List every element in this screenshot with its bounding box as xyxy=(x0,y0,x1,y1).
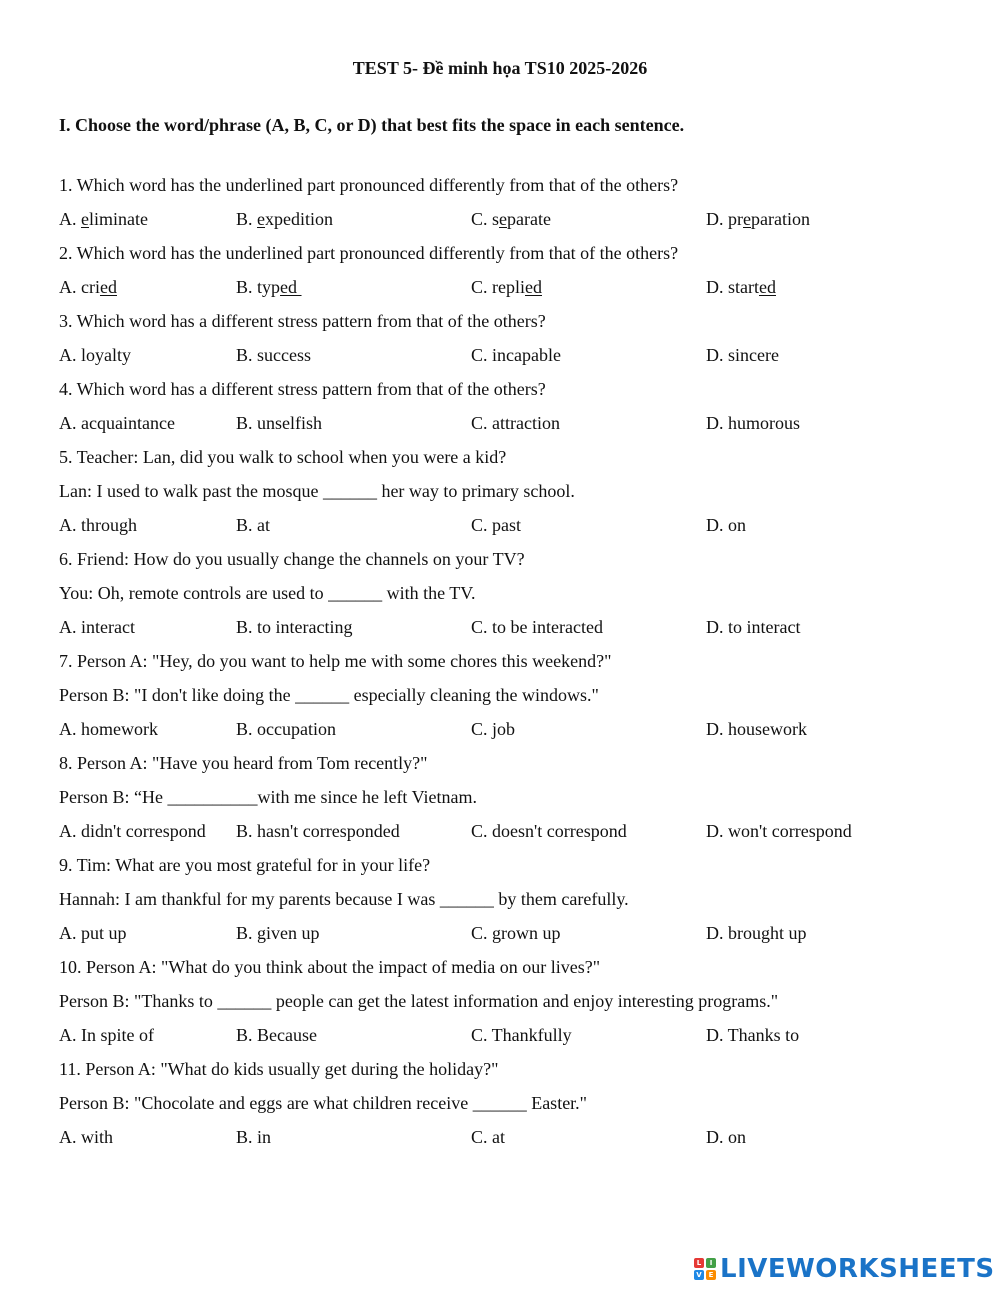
option-text: D. on xyxy=(706,515,746,535)
liveworksheets-logo xyxy=(694,1252,995,1286)
answer-option[interactable] xyxy=(236,718,336,740)
underlined-part: e xyxy=(499,209,508,229)
option-text: A. interact xyxy=(59,617,135,637)
option-text: C. grown up xyxy=(471,923,561,943)
option-text: C. incapable xyxy=(471,345,561,365)
answer-option[interactable] xyxy=(236,922,320,944)
option-text: D. humorous xyxy=(706,413,800,433)
option-text: A. cri xyxy=(59,277,100,297)
question-stem: Person B: “He __________with me since he left Vietnam. xyxy=(59,787,478,807)
answer-option[interactable] xyxy=(236,1024,317,1046)
option-text: D. pr xyxy=(706,209,743,229)
question-stem: Person B: "Thanks to ______ people can get the latest information and enjoy interesting programs." xyxy=(59,991,779,1011)
option-text: parate xyxy=(507,209,551,229)
answer-option[interactable] xyxy=(706,820,852,842)
question-stem: 5. Teacher: Lan, did you walk to school when you were a kid? xyxy=(59,447,507,467)
option-text: B. hasn't corresponded xyxy=(236,821,400,841)
option-text: A. put up xyxy=(59,923,127,943)
question-stem: Hannah: I am thankful for my parents because I was ______ by them carefully. xyxy=(59,889,629,909)
underlined-part: ed xyxy=(759,277,776,297)
question-stem: Lan: I used to walk past the mosque ______ her way to primary school. xyxy=(59,481,575,501)
option-text: D. brought up xyxy=(706,923,807,943)
answer-option[interactable] xyxy=(236,412,322,434)
answer-option[interactable] xyxy=(59,514,137,536)
option-text: D. won't correspond xyxy=(706,821,852,841)
option-text: B. in xyxy=(236,1127,272,1147)
answer-option[interactable] xyxy=(471,344,561,366)
option-text: A. xyxy=(59,209,81,229)
section-heading: I. Choose the word/phrase (A, B, C, or D) that best fits the space in each sentence. xyxy=(59,115,685,135)
answer-option[interactable] xyxy=(59,276,117,298)
option-text: D. sincere xyxy=(706,345,779,365)
answer-option[interactable] xyxy=(236,616,352,638)
answer-option[interactable] xyxy=(236,344,311,366)
question-stem: Person B: "Chocolate and eggs are what children receive ______ Easter." xyxy=(59,1093,588,1113)
page-title: TEST 5- Đề minh họa TS10 2025-2026 xyxy=(352,58,648,78)
answer-option[interactable] xyxy=(706,514,746,536)
option-text: C. job xyxy=(471,719,516,739)
answer-option[interactable] xyxy=(59,208,148,230)
answer-option[interactable] xyxy=(706,922,807,944)
option-text: B. success xyxy=(236,345,311,365)
option-text: paration xyxy=(751,209,810,229)
option-text: A. acquaintance xyxy=(59,413,175,433)
answer-option[interactable] xyxy=(471,208,551,230)
option-text: D. Thanks to xyxy=(706,1025,800,1045)
option-text: D. housework xyxy=(706,719,807,739)
question-stem: 2. Which word has the underlined part pronounced differently from that of the others? xyxy=(59,243,679,263)
question-stem: 10. Person A: "What do you think about the impact of media on our lives?" xyxy=(59,957,601,977)
answer-option[interactable] xyxy=(471,412,560,434)
option-text: B. occupation xyxy=(236,719,336,739)
option-text: C. doesn't correspond xyxy=(471,821,627,841)
answer-option[interactable] xyxy=(59,820,206,842)
option-text: A. homework xyxy=(59,719,158,739)
answer-option[interactable] xyxy=(706,1126,746,1148)
answer-option[interactable] xyxy=(59,1024,154,1046)
option-text: A. loyalty xyxy=(59,345,131,365)
option-text: A. didn't correspond xyxy=(59,821,206,841)
question-stem: 6. Friend: How do you usually change the channels on your TV? xyxy=(59,549,525,569)
option-text: B. xyxy=(236,209,258,229)
option-text: B. unselfish xyxy=(236,413,323,433)
option-text: D. start xyxy=(706,277,759,297)
option-text: xpedition xyxy=(265,209,334,229)
logo-tile: E xyxy=(706,1270,716,1280)
option-text: C. at xyxy=(471,1127,505,1147)
option-text: C. past xyxy=(471,515,522,535)
question-stem: 9. Tim: What are you most grateful for in your life? xyxy=(59,855,431,875)
option-text: B. to interacting xyxy=(236,617,353,637)
underlined-part: e xyxy=(743,209,751,229)
brand-name: LIVEWORKSHEETS xyxy=(720,1254,995,1284)
option-text: B. at xyxy=(236,515,270,535)
answer-option[interactable] xyxy=(706,718,807,740)
question-stem: Person B: "I don't like doing the ______ especially cleaning the windows." xyxy=(59,685,599,705)
logo-tile: L xyxy=(694,1258,704,1268)
answer-option[interactable] xyxy=(236,276,302,298)
option-text: C. s xyxy=(471,209,500,229)
question-stem: 11. Person A: "What do kids usually get during the holiday?" xyxy=(59,1059,499,1079)
logo-tile: V xyxy=(694,1270,704,1280)
answer-option[interactable] xyxy=(236,514,270,536)
option-text: C. repli xyxy=(471,277,525,297)
answer-option[interactable] xyxy=(59,412,175,434)
option-text: B. Because xyxy=(236,1025,317,1045)
answer-option[interactable] xyxy=(59,616,135,638)
answer-option[interactable] xyxy=(706,208,810,230)
answer-option[interactable] xyxy=(471,718,515,740)
option-text: B. typ xyxy=(236,277,281,297)
option-text: A. with xyxy=(59,1127,113,1147)
question-stem: 4. Which word has a different stress pattern from that of the others? xyxy=(59,379,546,399)
question-stem: 3. Which word has a different stress pattern from that of the others? xyxy=(59,311,546,331)
underlined-part: ed xyxy=(280,277,302,297)
underlined-part: e xyxy=(257,209,266,229)
answer-option[interactable] xyxy=(706,616,800,638)
answer-option[interactable] xyxy=(471,1024,572,1046)
logo-tile: I xyxy=(706,1258,716,1268)
option-text: C. to be interacted xyxy=(471,617,603,637)
option-text: C. attraction xyxy=(471,413,560,433)
liveworksheets-logo-icon xyxy=(694,1258,716,1280)
question-stem: 8. Person A: "Have you heard from Tom recently?" xyxy=(59,753,428,773)
answer-option[interactable] xyxy=(236,820,400,842)
option-text: D. on xyxy=(706,1127,746,1147)
answer-option[interactable] xyxy=(471,820,627,842)
underlined-part: e xyxy=(81,209,89,229)
option-text: A. through xyxy=(59,515,137,535)
option-text: liminate xyxy=(89,209,148,229)
answer-option[interactable] xyxy=(471,1126,505,1148)
answer-option[interactable] xyxy=(706,1024,799,1046)
answer-option[interactable] xyxy=(59,922,127,944)
underlined-part: ed xyxy=(525,277,542,297)
answer-option[interactable] xyxy=(471,276,542,298)
answer-option[interactable] xyxy=(706,412,800,434)
option-text: C. Thankfully xyxy=(471,1025,572,1045)
option-text: B. given up xyxy=(236,923,320,943)
answer-option[interactable] xyxy=(59,718,158,740)
answer-option[interactable] xyxy=(59,344,131,366)
answer-option[interactable] xyxy=(236,1126,271,1148)
option-text: A. In spite of xyxy=(59,1025,154,1045)
question-stem: You: Oh, remote controls are used to ______ with the TV. xyxy=(59,583,476,603)
underlined-part: ed xyxy=(99,277,117,297)
option-text: D. to interact xyxy=(706,617,801,637)
question-stem: 7. Person A: "Hey, do you want to help me with some chores this weekend?" xyxy=(59,651,612,671)
answer-option[interactable] xyxy=(706,344,779,366)
answer-option[interactable] xyxy=(471,616,603,638)
answer-option[interactable] xyxy=(236,208,333,230)
answer-option[interactable] xyxy=(471,514,521,536)
question-stem: 1. Which word has the underlined part pronounced differently from that of the others? xyxy=(59,175,679,195)
answer-option[interactable] xyxy=(706,276,776,298)
answer-option[interactable] xyxy=(471,922,561,944)
answer-option[interactable] xyxy=(59,1126,113,1148)
